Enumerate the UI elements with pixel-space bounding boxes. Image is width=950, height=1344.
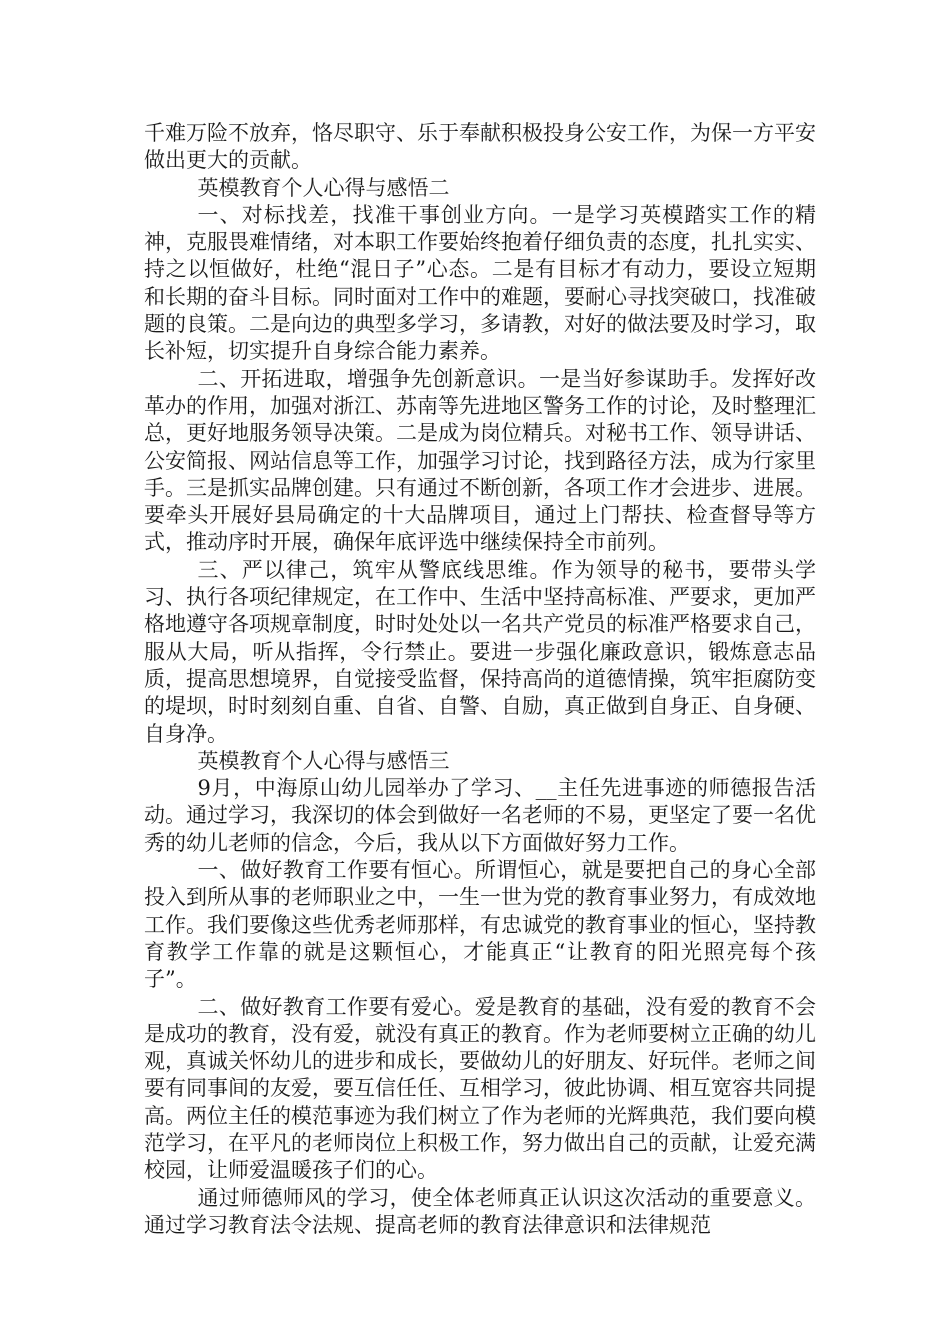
paragraph-conclusion: 通过师德师风的学习，使全体老师真正认识这次活动的重要意义。通过学习教育法令法规、提高老师的教育法律意识和法律规范 xyxy=(144,1185,816,1237)
paragraph-intro: 9月，中海原山幼儿园举办了学习、__主任先进事迹的师德报告活动。通过学习，我深切的体会到做好一名老师的不易，更坚定了要一名优秀的幼儿老师的信念，今后，我从以下方面做好努力工作。 xyxy=(144,776,816,855)
paragraph-point-1: 一、对标找差，找准干事创业方向。一是学习英模踏实工作的精神，克服畏难情绪，对本职工作要始终抱着仔细负责的态度，扎扎实实、持之以恒做好，杜绝“混日子”心态。二是有目标才有动力，要设立短期和长期的奋斗目标。同时面对工作中的难题，要耐心寻找突破口，找准破题的良策。二是向边的典型多学习，多请教，对好的做法要及时学习，取长补短，切实提升自身综合能力素养。 xyxy=(144,202,816,364)
paragraph-perseverance: 一、做好教育工作要有恒心。所谓恒心，就是要把自己的身心全部投入到所从事的老师职业之中，一生一世为党的教育事业努力，有成效地工作。我们要像这些优秀老师那样，有忠诚党的教育事业的恒心，坚持教育教学工作靠的就是这颗恒心，才能真正“让教育的阳光照亮每个孩子”。 xyxy=(144,858,816,992)
section-heading-3: 英模教育个人心得与感悟三 xyxy=(197,748,450,773)
document-body xyxy=(144,120,816,1239)
paragraph-continuation: 千难万险不放弃，恪尽职守、乐于奉献积极投身公安工作，为保一方平安做出更大的贡献。 xyxy=(144,121,816,173)
paragraph-point-2: 二、开拓进取，增强争先创新意识。一是当好参谋助手。发挥好改革办的作用，加强对浙江、苏南等先进地区警务工作的讨论，及时整理汇总，更好地服务领导决策。二是成为岗位精兵。对秘书工作、领导讲话、公安简报、网站信息等工作，加强学习讨论，找到路径方法，成为行家里手。三是抓实品牌创建。只有通过不断创新，各项工作才会进步、进展。要牵头开展好县局确定的十大品牌项目，通过上门帮扶、检查督导等方式，推动序时开展，确保年底评选中继续保持全市前列。 xyxy=(144,366,816,555)
section-heading-2: 英模教育个人心得与感悟二 xyxy=(197,175,450,200)
paragraph-point-3: 三、严以律己，筑牢从警底线思维。作为领导的秘书，要带头学习、执行各项纪律规定，在工作中、生活中坚持高标准、严要求，更加严格地遵守各项规章制度，时时处处以一名共产党员的标准严格要求自己，服从大局，听从指挥，令行禁止。要进一步强化廉政意识，锻炼意志品质，提高思想境界，自觉接受监督，保持高尚的道德情操，筑牢拒腐防变的堤坝，时时刻刻自重、自省、自警、自励，真正做到自身正、自身硬、自身净。 xyxy=(144,557,816,746)
paragraph-love: 二、做好教育工作要有爱心。爱是教育的基础，没有爱的教育不会是成功的教育，没有爱，就没有真正的教育。作为老师要树立正确的幼儿观，真诚关怀幼儿的进步和成长，要做幼儿的好朋友、好玩伴。老师之间要有同事间的友爱，要互信任任、互相学习，彼此协调、相互宽容共同提高。两位主任的模范事迹为我们树立了作为老师的光辉典范，我们要向模范学习，在平凡的老师岗位上积极工作，努力做出自己的贡献，让爱充满校园，让师爱温暖孩子们的心。 xyxy=(144,994,816,1183)
